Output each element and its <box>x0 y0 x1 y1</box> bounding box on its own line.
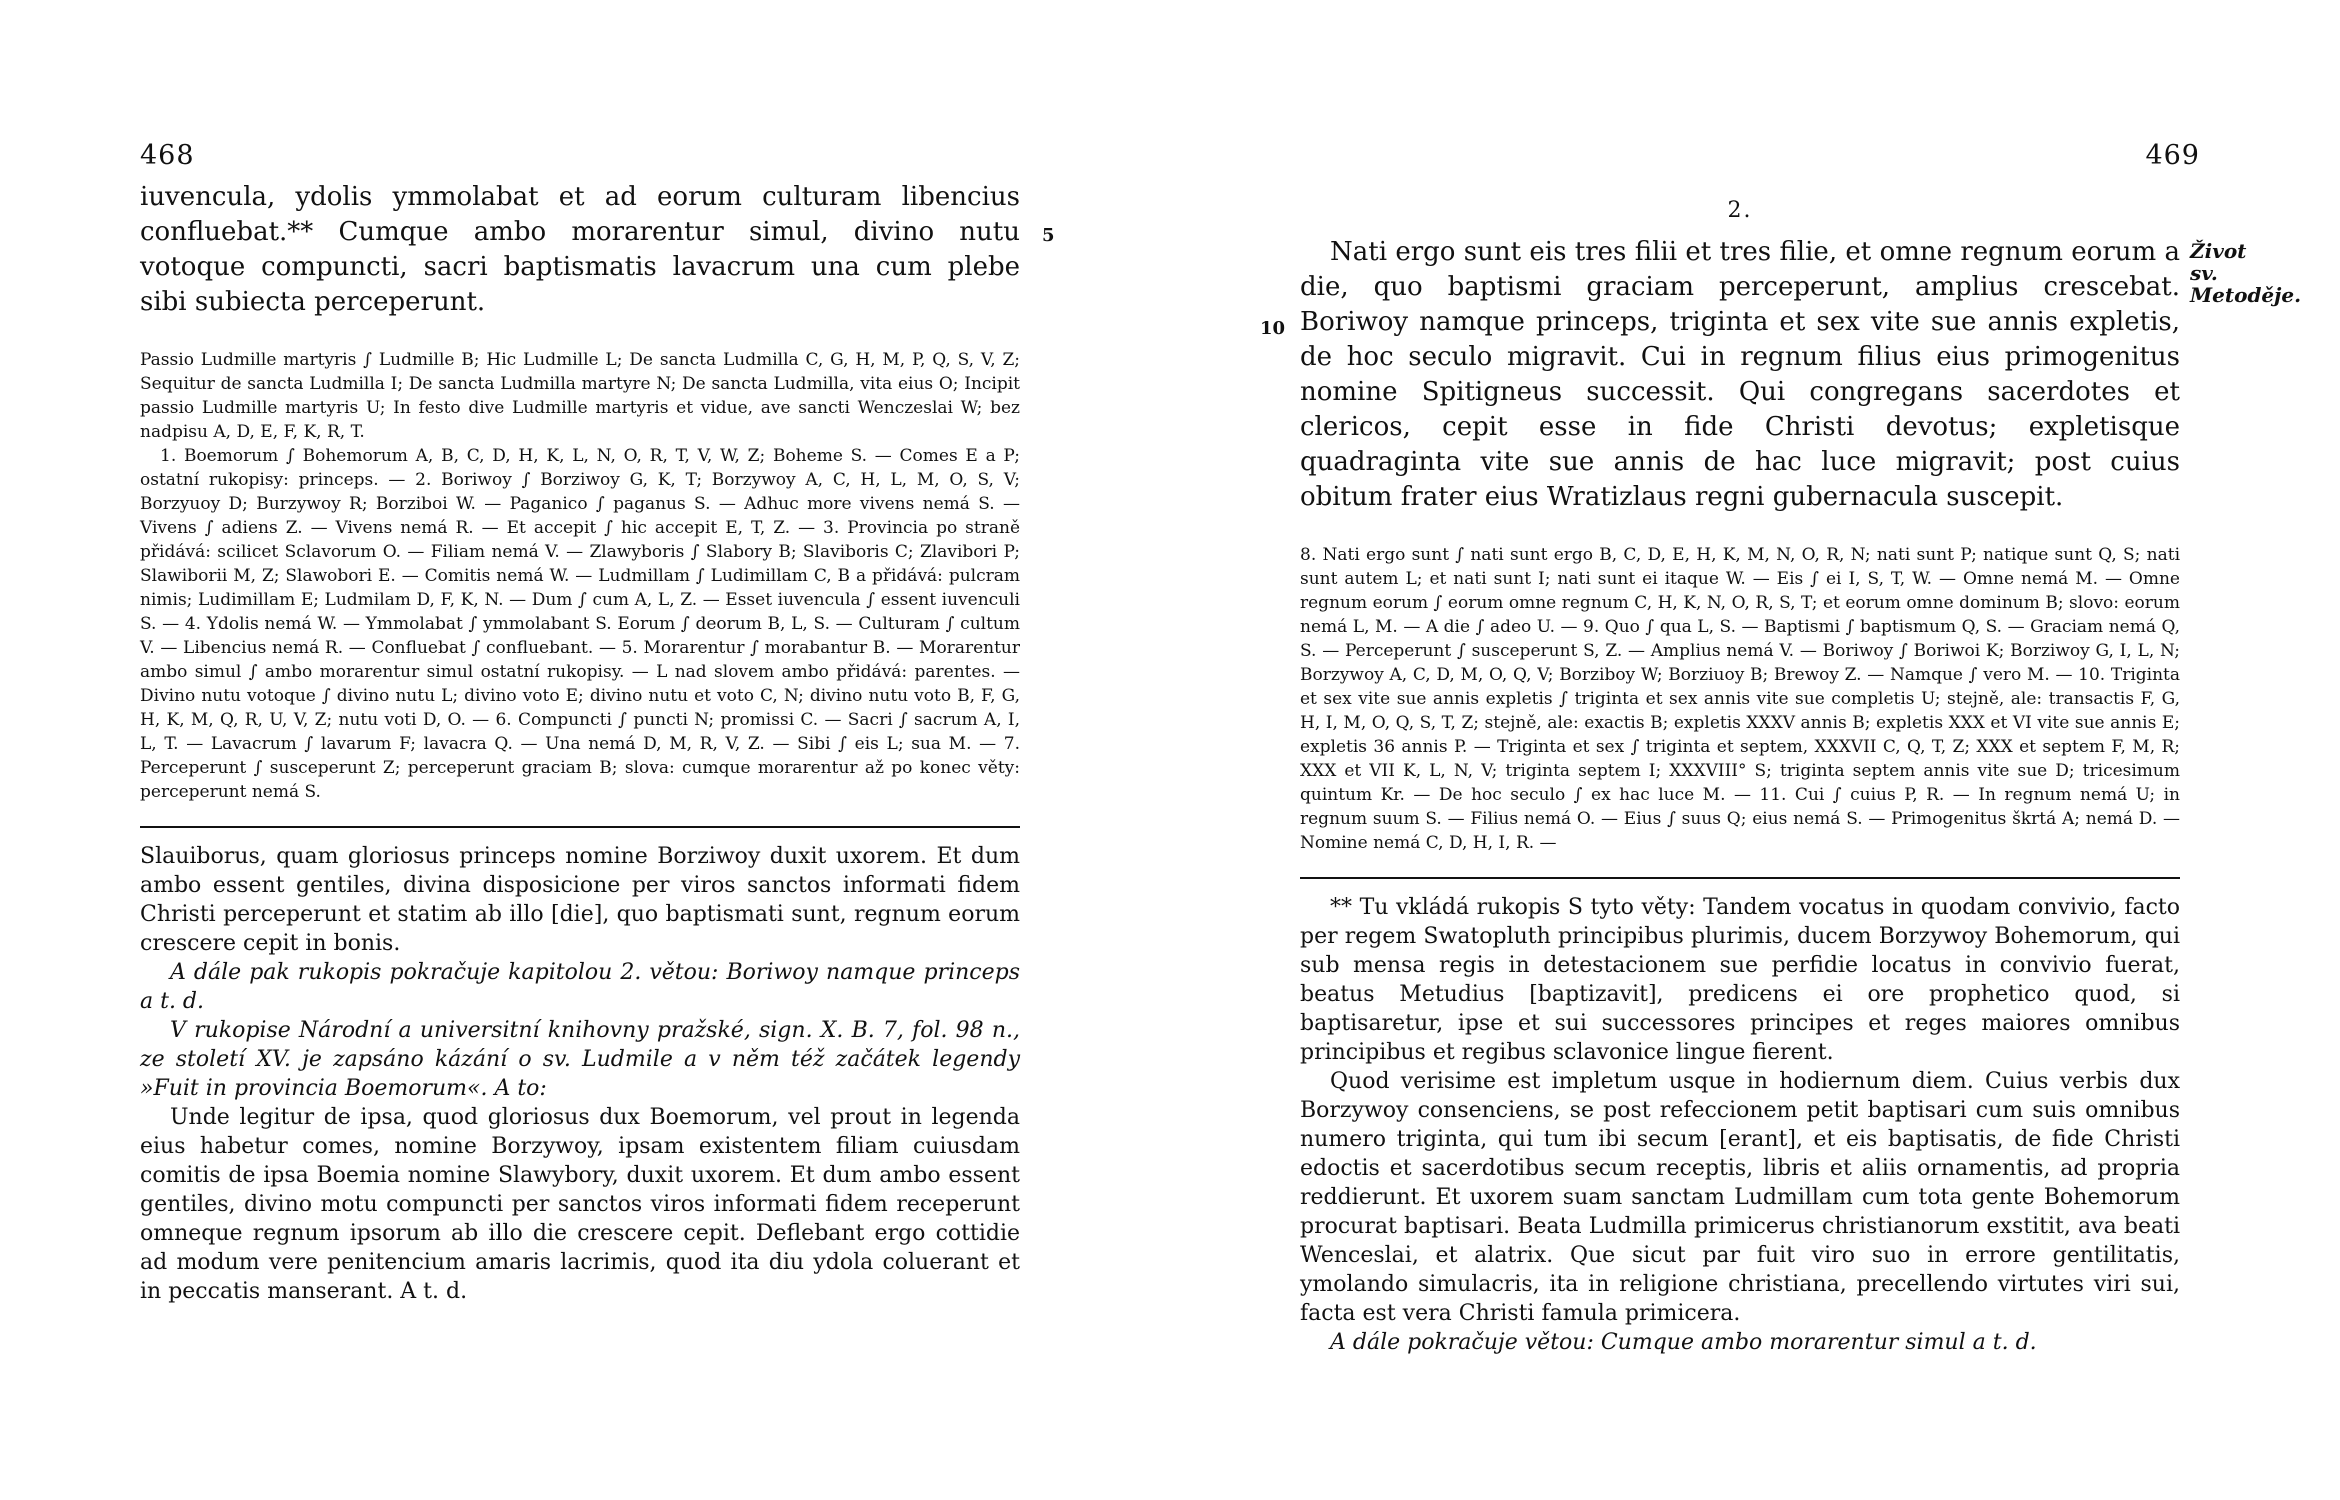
line-marker: 10 <box>1260 318 1286 339</box>
main-text <box>140 180 1020 320</box>
right-page <box>1170 0 2340 1500</box>
footnote-paragraph: Quod verisime est impletum usque in hodiernum diem. Cuius verbis dux Borzywoy consenciens, se post refeccionem petit baptisari cum suis omnibus numero triginta, qui tum ibi secum [erant], et eis baptisatis, de fide Christi edoctis et sacerdotibus secum receptis, libris et aliis ornamentis, ad propria reddierunt. Et uxorem suam sanctam Ludmillam cum tota gente Bohemorum procurat baptisari. Beata Ludmilla primicerus christianorum exstitit, ava beati Wenceslai, et alatrix. Que sicut par fuit viro suo in errore gentilitatis, ymolando simulacris, ita in religione christiana, precellendo virtutes viri sui, facta est vera Christi famula primicera. <box>1300 1069 2180 1326</box>
footnote-paragraph: V rukopise Národní a universitní knihovny pražské, sign. X. B. 7, fol. 98 n., ze století XV. je zapsáno kázání o sv. Ludmile a v něm též začátek legendy »Fuit in provincia Boemorum«. A to: <box>140 1018 1020 1101</box>
left-column <box>140 180 1020 1306</box>
footnote-paragraph: A dále pokračuje větou: Cumque ambo morarentur simul a t. d. <box>1330 1330 2037 1355</box>
footnote-paragraph: Unde legitur de ipsa, quod gloriosus dux Boemorum, vel prout in legenda eius habetur comes, nomine Borzywoy, ipsam existentem filiam cuiusdam comitis de ipsa Boemia nomine Slawybory, duxit uxorem. Et dum ambo essent gentiles, divino motu compuncti per sanctos viros informati fidem receperunt omneque regnum ipsorum ab illo die crescere cepit. Deflebant ergo cottidie ad modum vere penitencium amaris lacrimis, quod ita diu ydola coluerant et in peccatis manserant. A t. d. <box>140 1105 1020 1304</box>
main-paragraph: iuvencula, ydolis ymmolabat et ad eorum culturam libencius confluebat.** Cumque ambo morarentur simul, divino nutu votoque compuncti, sacri baptismatis lavacrum una cum plebe sibi subiecta perceperunt. <box>140 182 1020 317</box>
critical-apparatus <box>140 348 1020 804</box>
apparatus-paragraph: 8. Nati ergo sunt ∫ nati sunt ergo B, C, D, E, H, K, M, N, O, R, N; nati sunt P; natique sunt Q, S; nati sunt autem L; et nati sunt I; nati sunt ei itaque W. — Eis ∫ ei I, S, T, W. — Omne nemá M. — Omne regnum eorum ∫ eorum omne regnum C, H, K, N, O, R, S, T; et eorum omne dominum B; slovo: eorum nemá L, M. — A die ∫ adeo U. — 9. Quo ∫ qua L, S. — Baptismi ∫ baptismum Q, S. — Graciam nemá Q, S. — Perceperunt ∫ susceperunt S, Z. — Amplius nemá V. — Boriwoy ∫ Boriwoi K; Borziwoy G, I, L, N; Borzywoy A, C, D, M, O, Q, V; Borziboy W; Borziuoy B; Brewoy Z. — Namque ∫ vero M. — 10. Triginta et sex vite sue annis expletis ∫ triginta et sex annis vite sue completis U; stejně, ale: transactis F, G, H, I, M, O, Q, S, T, Z; stejně, ale: exactis B; expletis XXXV annis B; expletis XXX et VI vite sue annis E; expletis 36 annis P. — Triginta et sex ∫ triginta et septem, XXXVII C, Q, T, Z; XXX et septem F, M, R; XXX et VII K, L, N, V; triginta septem I; XXXVIII° S; triginta septem annis vite sue D; tricesimum quintum Kr. — De hoc seculo ∫ ex hac luce M. — 11. Cui ∫ cuius P, R. — In regnum nemá U; in regnum suum S. — Filius nemá O. — Eius ∫ suus Q; eius nemá S. — Primogenitus škrtá A; nemá D. — Nomine nemá C, D, H, I, R. — <box>1300 545 2180 853</box>
divider-rule <box>1300 877 2180 879</box>
apparatus-paragraph: 1. Boemorum ∫ Bohemorum A, B, C, D, H, K, L, N, O, R, T, V, W, Z; Boheme S. — Comes E a P; ostatní rukopisy: princeps. — 2. Boriwoy ∫ Borziwoy G, K, T; Borzywoy A, C, H, L, M, O, S, V; Borzyuoy D; Burzywoy R; Borziboi W. — Paganico ∫ paganus S. — Adhuc more vivens nemá S. — Vivens ∫ adiens Z. — Vivens nemá R. — Et accepit ∫ hic accepit E, T, Z. — 3. Provincia po straně přidává: scilicet Sclavorum O. — Filiam nemá V. — Zlawyboris ∫ Slabory B; Slaviboris C; Zlavibori P; Slawiborii M, Z; Slawobori E. — Comitis nemá W. — Ludmillam ∫ Ludimillam C, B a přidává: pulcram nimis; Ludimillam E; Ludmilam D, F, K, N. — Dum ∫ cum A, L, Z. — Esset iuvencula ∫ essent iuvenculi S. — 4. Ydolis nemá W. — Ymmolabat ∫ ymmolabant S. Eorum ∫ deorum B, L, S. — Culturam ∫ cultum V. — Libencius nemá R. — Confluebat ∫ confluebant. — 5. Morarentur ∫ morabantur B. — Morarentur ambo simul ∫ ambo morarentur simul ostatní rukopisy. — L nad slovem ambo přidává: parentes. — Divino nutu votoque ∫ divino nutu L; divino voto E; divino nutu et voto C, N; divino nutu voto B, F, G, H, K, M, Q, R, U, V, Z; nutu voti D, O. — 6. Compuncti ∫ puncti N; promissi C. — Sacri ∫ sacrum A, I, L, T. — Lavacrum ∫ lavarum F; lavacra Q. — Una nemá D, M, R, V, Z. — Sibi ∫ eis L; sua M. — 7. Perceperunt ∫ susceperunt Z; perceperunt graciam B; slova: cumque morarentur až po konec věty: perceperunt nemá S. <box>140 446 1020 802</box>
apparatus-paragraph: Passio Ludmille martyris ∫ Ludmille B; Hic Ludmille L; De sancta Ludmilla C, G, H, M, P, Q, S, V, Z; Sequitur de sancta Ludmilla I; De sancta Ludmilla martyre N; De sancta Ludmilla, vita eius O; Incipit passio Ludmille martyris U; In festo dive Ludmille martyris et vidue, ave sancti Wenczeslai W; bez nadpisu A, D, E, F, K, R, T. <box>140 350 1020 442</box>
right-column <box>1300 180 2180 1357</box>
footnote-paragraph: ** Tu vkládá rukopis S tyto věty: Tandem vocatus in quodam convivio, facto per regem Swatopluth principibus plurimis, ducem Borzywoy Bohemorum, qui sub mensa regis in detestacionem sue perfidie locatus in convivio fuerat, beatus Metudius [baptizavit], predicens ei ore prophetico quod, si baptisaretur, ipse et sui successores principes et reges maiores omnibus principibus et regibus sclavonice lingue fierent. <box>1300 895 2180 1065</box>
main-text <box>1300 235 2180 515</box>
footnote-paragraph: A dále pak rukopis pokračuje kapitolou 2. větou: Boriwoy namque princeps a t. d. <box>140 960 1020 1014</box>
line-marker: 5 <box>1042 225 1055 246</box>
chapter-heading: 2. <box>1727 198 1753 223</box>
margin-note: Život sv. Metoděje. <box>2190 239 2302 307</box>
footnote-paragraph: Slauiborus, quam gloriosus princeps nomine Borziwoy duxit uxorem. Et dum ambo essent gentiles, divina disposicione per viros sanctos informati fidem Christi perceperunt et statim ab illo [die], quo baptismati sunt, regnum eorum crescere cepit in bonis. <box>140 844 1020 956</box>
critical-apparatus <box>1300 543 2180 855</box>
footnote-text <box>1300 893 2180 1357</box>
divider-rule <box>140 826 1020 828</box>
footnote-text <box>140 842 1020 1306</box>
page-number: 469 <box>2145 140 2200 171</box>
main-paragraph: Nati ergo sunt eis tres filii et tres filie, et omne regnum eorum a die, quo baptismi graciam perceperunt, amplius crescebat. Boriwoy namque princeps, triginta et sex vite sue annis expletis, de hoc seculo migravit. Cui in regnum filius eius primogenitus nomine Spitigneus successit. Qui congregans sacerdotes et clericos, cepit esse in fide Christi devotus; expletisque quadraginta vite sue annis de hac luce migravit; post cuius obitum frater eius Wratizlaus regni gubernacula suscepit. <box>1300 237 2180 512</box>
page-number: 468 <box>140 140 195 171</box>
